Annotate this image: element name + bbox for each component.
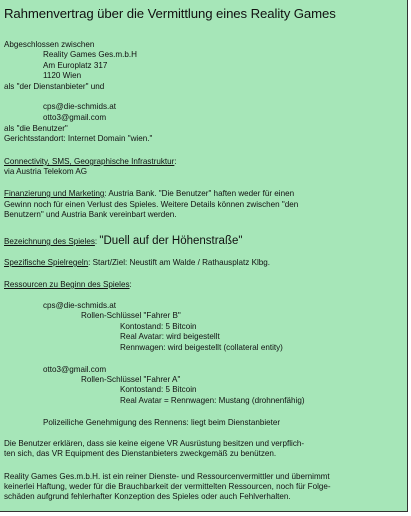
connectivity-line: [4, 157, 177, 167]
player1-email: cps@die-schmids.at: [43, 301, 116, 310]
resources-heading: Ressourcen zu Beginn des Spieles: [4, 280, 130, 289]
connectivity-heading: Connectivity, SMS, Geographische Infrastruktur: [4, 157, 175, 166]
users-role: als "die Benutzer": [4, 124, 68, 133]
connectivity-value: via Austria Telekom AG: [4, 167, 88, 176]
game-title-line: [4, 234, 242, 249]
player2-account: Kontostand: 5 Bitcoin: [120, 385, 197, 394]
declaration-line-2: ten sich, das VR Equipment des Dienstanbieters zweckgemäß zu benützen.: [4, 449, 277, 458]
finance-heading: Finanzierung und Marketing: [4, 189, 105, 198]
liability-line-3: schäden aufgrund fehlerhafter Konzeption des Spieles oder auch Fehlverhalten.: [4, 492, 291, 501]
player2-email: otto3@gmail.com: [43, 365, 107, 374]
declaration-line-1: Die Benutzer erklären, dass sie keine eigene VR Ausrüstung besitzen und verpflich-: [4, 439, 305, 448]
finance-line-1: [4, 189, 294, 199]
game-title-colon: :: [94, 237, 100, 246]
rules-line: [4, 258, 270, 268]
company-street: Am Europlatz 317: [43, 61, 108, 70]
user-email-1: cps@die-schmids.at: [43, 102, 116, 111]
player2-key: Rollen-Schlüssel "Fahrer A": [81, 375, 181, 384]
jurisdiction: Gerichtsstandort: Internet Domain "wien.": [4, 134, 153, 143]
user-email-2: otto3@gmail.com: [43, 113, 107, 122]
liability-line-2: keinerlei Haftung, weder für die Brauchbarkeit der vermittelten Ressourcen, noch für Folge-: [4, 482, 331, 491]
player1-account: Kontostand: 5 Bitcoin: [120, 322, 197, 331]
game-title-name: "Duell auf der Höhenstraße": [99, 235, 243, 247]
finance-text-1: : Austria Bank. "Die Benutzer" haften weder für einen: [104, 189, 295, 198]
police-permit: Polizeiliche Genehmigung des Rennens: liegt beim Dienstanbieter: [43, 418, 281, 427]
player1-avatar: Real Avatar: wird beigestellt: [120, 332, 220, 341]
rules-heading: Spezifische Spielregeln: [4, 258, 89, 267]
resources-colon: :: [129, 280, 132, 289]
company-name: Reality Games Ges.m.b.H: [43, 50, 138, 59]
game-title-heading: Bezeichnung des Spieles: [4, 237, 95, 246]
player1-key: Rollen-Schlüssel "Fahrer B": [81, 311, 181, 320]
finance-line-3: Benutzern" und Austria Bank vereinbart werden.: [4, 210, 177, 219]
player1-vehicle: Rennwagen: wird beigestellt (collateral entity): [120, 343, 283, 352]
rules-value: : Start/Ziel: Neustift am Walde / Rathausplatz Klbg.: [88, 258, 271, 267]
document-title: Rahmenvertrag über die Vermittlung eines Reality Games: [4, 6, 336, 21]
provider-role: als "der Dienstanbieter" und: [4, 82, 105, 91]
company-city: 1120 Wien: [43, 71, 82, 80]
liability-line-1: Reality Games Ges.m.b.H. ist ein reiner Dienste- und Ressourcenvermittler und übernimmt: [4, 472, 330, 481]
resources-line: [4, 280, 132, 290]
finance-line-2: Gewinn noch für einen Verlust des Spieles. Weitere Details können zwischen "den: [4, 200, 299, 209]
connectivity-colon: :: [174, 157, 177, 166]
parties-intro: Abgeschlossen zwischen: [4, 40, 95, 49]
page-bottom-margin: [0, 512, 411, 516]
player2-avatar: Real Avatar = Rennwagen: Mustang (drohnenfähig): [120, 396, 305, 405]
